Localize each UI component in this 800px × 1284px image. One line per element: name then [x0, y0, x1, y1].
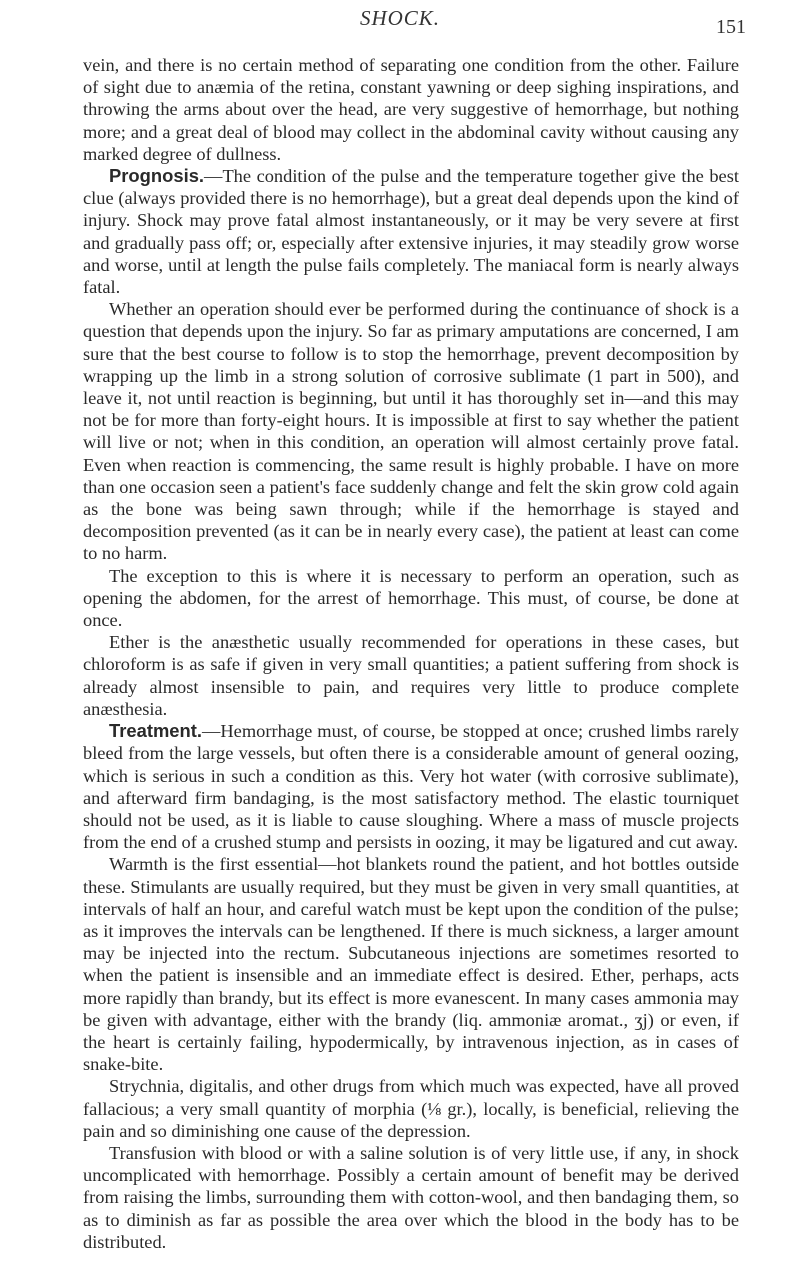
section-heading-treatment: Treatment.	[109, 720, 203, 742]
paragraph-treatment	[83, 720, 739, 853]
paragraph-text: Transfusion with blood or with a saline solution is of very little use, if any, in shock uncomplicated with hemorrhage. Possibly a certain amount of benefit may be derived from raising the limbs, surrounding them with cotton-wool, and then bandaging them, so as to diminish as far as possible the area over which the blood in the body has to be distributed.	[83, 1142, 739, 1252]
paragraph-text: Ether is the anæsthetic usually recommended for operations in these cases, but chloroform is as safe if given in very small quantities; a patient suffering from shock is already almost insensible to pain, and requires very little to produce complete anæsthesia.	[83, 632, 739, 719]
paragraph-prognosis	[83, 165, 739, 298]
paragraph-text: Whether an operation should ever be performed during the continuance of shock is a question that depends upon the injury. So far as primary amputations are concerned, I am sure that the best course to follow is to stop the hemorrhage, prevent decomposition by wrapping up the limb in a strong solution of corrosive sublimate (1 part in 500), and leave it, not until reaction is beginning, but until it has thoroughly set in—and this may not be for more than forty-eight hours. It is impossible at first to say whether the patient will live or not; when in this condition, an operation will almost certainly prove fatal. Even when reaction is commencing, the same result is highly probable. I have on more than one occasion seen a patient's face suddenly change and felt the skin grow cold again as the bone was being sawn through; while if the hemorrhage is stayed and decomposition prevented (as it can be in nearly every case), the patient at least can come to no harm.	[83, 299, 739, 564]
paragraph	[83, 1142, 739, 1253]
paragraph-text: —The condition of the pulse and the temperature together give the best clue (always provided there is no hemorrhage), but a great deal depends upon the kind of injury. Shock may prove fatal almost instantaneously, or it may be very severe at first and gradually pass off; or, especially after extensive injuries, it may steadily grow worse and worse, until at length the pulse fails completely. The maniacal form is nearly always fatal.	[83, 166, 739, 298]
body-text	[83, 54, 739, 1253]
paragraph	[83, 631, 739, 720]
paragraph	[83, 1075, 739, 1142]
paragraph	[83, 853, 739, 1075]
running-head: SHOCK.	[359, 6, 441, 30]
paragraph-text: —Hemorrhage must, of course, be stopped at once; crushed limbs rarely bleed from the large vessels, but often there is a considerable amount of general oozing, which is serious in such a condition as this. Very hot water (with corrosive sublimate), and afterward firm bandaging, is the most satisfactory method. The elastic tourniquet should not be used, as it is liable to cause sloughing. Where a mass of muscle projects from the end of a crushed stump and persists in oozing, it may be ligatured and cut away.	[83, 721, 739, 853]
section-heading-prognosis: Prognosis.	[109, 165, 205, 187]
page-number: 151	[716, 16, 746, 38]
paragraph	[83, 54, 739, 165]
paragraph	[83, 298, 739, 564]
paragraph	[83, 565, 739, 632]
paragraph-text: Strychnia, digitalis, and other drugs from which much was expected, have all proved fallacious; a very small quantity of morphia (⅛ gr.), locally, is beneficial, relieving the pain and so diminishing one cause of the depression.	[83, 1076, 739, 1141]
paragraph-text: Warmth is the first essential—hot blankets round the patient, and hot bottles outside these. Stimulants are usually required, but they must be given in very small quantities, at intervals of half an hour, and careful watch must be kept upon the condition of the pulse; as it improves the intervals can be lengthened. If there is much sickness, a larger amount may be injected into the rectum. Subcutaneous injections are sometimes resorted to when the patient is insensible and an immediate effect is desired. Ether, perhaps, acts more rapidly than brandy, but its effect is more evanescent. In many cases ammonia may be given with advantage, either with the brandy (liq. ammoniæ aromat., ʒj) or even, if the heart is certainly failing, hypodermically, by intravenous injection, as in cases of snake-bite.	[83, 854, 739, 1075]
paragraph-text: vein, and there is no certain method of separating one condition from the other. Failure of sight due to anæmia of the retina, constant yawning or deep sighing inspirations, and throwing the arms about over the head, are very suggestive of hemorrhage, but nothing more; and a great deal of blood may collect in the abdominal cavity without causing any marked degree of dullness.	[83, 55, 739, 164]
paragraph-text: The exception to this is where it is necessary to perform an operation, such as opening the abdomen, for the arrest of hemorrhage. This must, of course, be done at once.	[83, 565, 739, 631]
